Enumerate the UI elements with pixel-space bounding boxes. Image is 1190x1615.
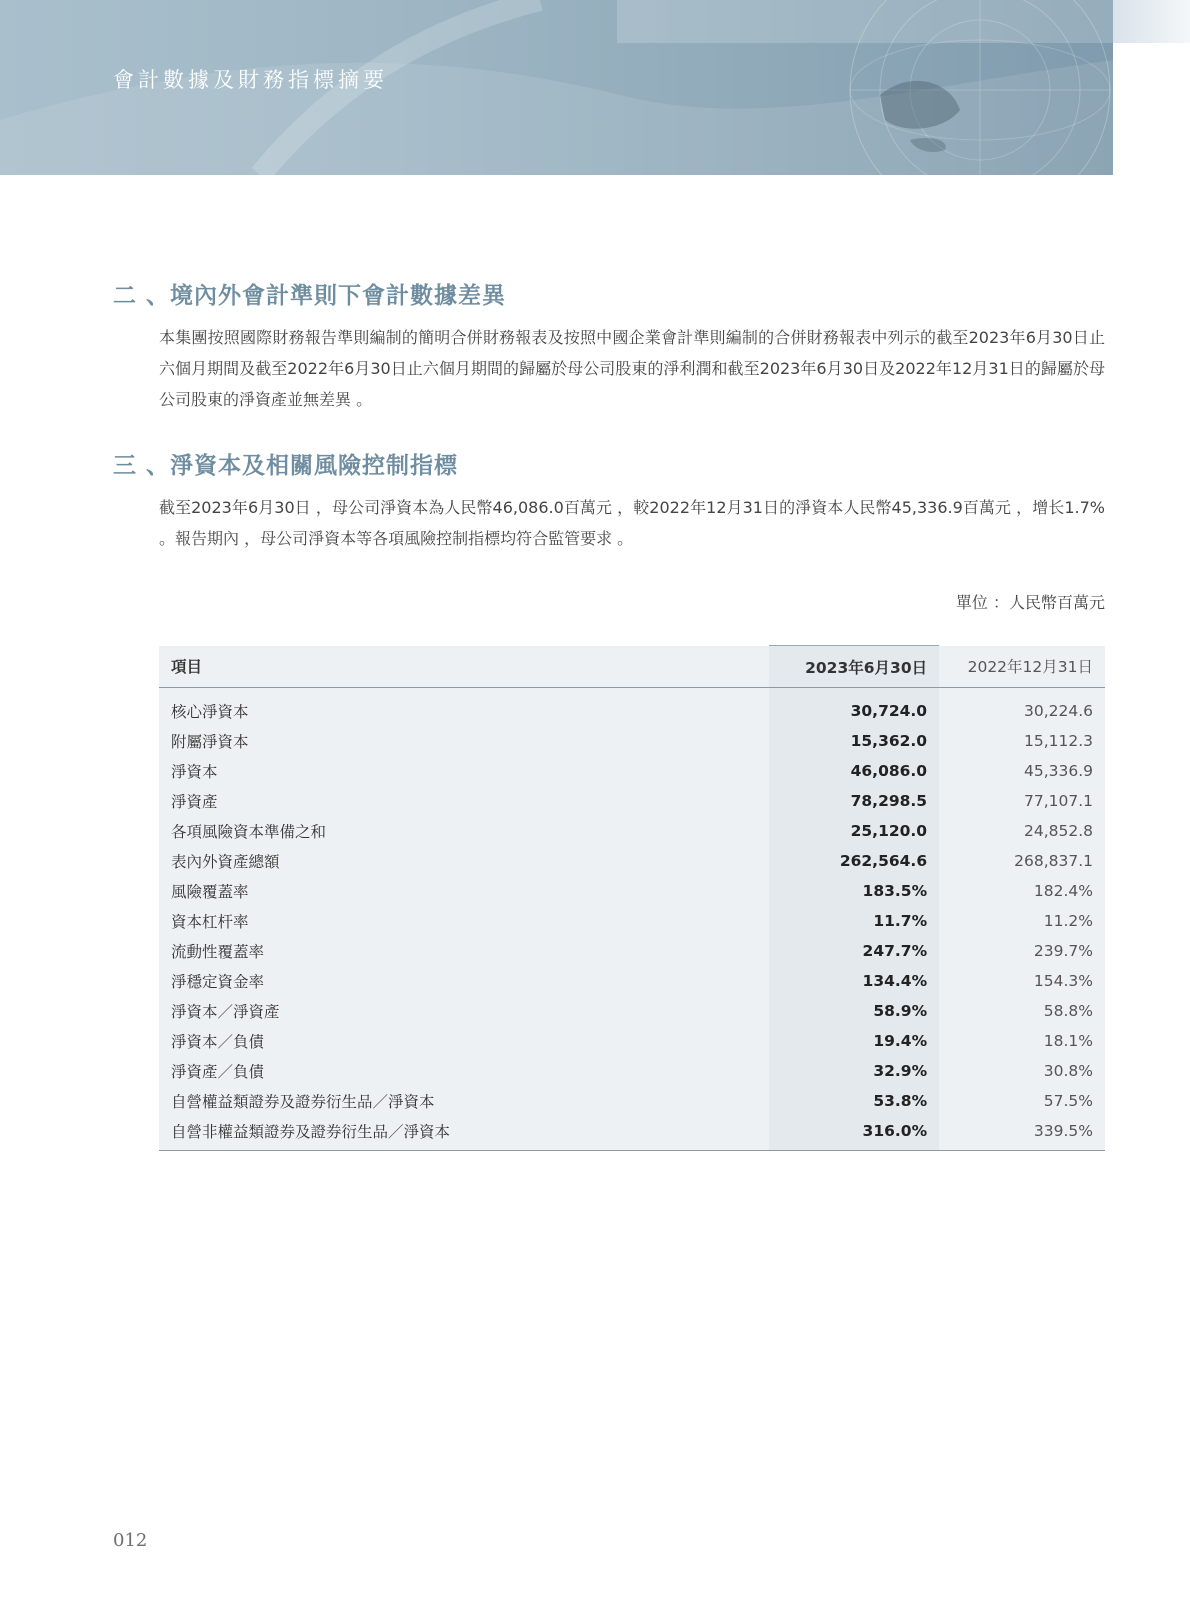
value-2023: 46,086.0 <box>769 756 939 786</box>
value-2023: 134.4% <box>769 966 939 996</box>
table-row <box>159 846 1105 876</box>
value-2022: 268,837.1 <box>939 846 1105 876</box>
unit-label: 單位 ：人民幣百萬元 <box>955 593 1105 612</box>
value-2023: 58.9% <box>769 996 939 1026</box>
row-label: 淨資產／負債 <box>159 1056 769 1086</box>
section-2-body: 本集團按照國際財務報告準則編制的簡明合併財務報表及按照中國企業會計準則編制的合併財務報表中列示的截至2023年6月30日止六個月期間及截至2022年6月30日止六個月期間的歸屬於母公司股東的淨利潤和截至2023年6月30日及2022年12月31日的歸屬於母公司股東的淨資產並無差異 。 <box>159 328 1105 409</box>
value-2022: 30,224.6 <box>939 688 1105 727</box>
value-2023: 247.7% <box>769 936 939 966</box>
value-2022: 154.3% <box>939 966 1105 996</box>
header-item: 項目 <box>159 646 769 688</box>
header-2022: 2022年12月31日 <box>939 646 1105 688</box>
row-label: 核心淨資本 <box>159 688 769 727</box>
table-row <box>159 756 1105 786</box>
value-2022: 18.1% <box>939 1026 1105 1056</box>
row-label: 淨穩定資金率 <box>159 966 769 996</box>
row-label: 風險覆蓋率 <box>159 876 769 906</box>
table-row <box>159 906 1105 936</box>
value-2023: 53.8% <box>769 1086 939 1116</box>
row-label: 附屬淨資本 <box>159 726 769 756</box>
value-2023: 183.5% <box>769 876 939 906</box>
row-label: 資本杠杆率 <box>159 906 769 936</box>
row-label: 自營權益類證券及證券衍生品／淨資本 <box>159 1086 769 1116</box>
row-label: 流動性覆蓋率 <box>159 936 769 966</box>
table-row <box>159 1026 1105 1056</box>
value-2023: 25,120.0 <box>769 816 939 846</box>
table-row <box>159 996 1105 1026</box>
value-2023: 32.9% <box>769 1056 939 1086</box>
net-capital-table <box>159 645 1105 1151</box>
value-2022: 30.8% <box>939 1056 1105 1086</box>
value-2023: 15,362.0 <box>769 726 939 756</box>
table-row <box>159 966 1105 996</box>
table-row <box>159 726 1105 756</box>
table-row <box>159 876 1105 906</box>
section-3-body: 截至2023年6月30日 ，母公司淨資本為人民幣46,086.0百萬元 ，較2022年12月31日的淨資本人民幣45,336.9百萬元 ，增长1.7% 。報告期內 ，母公司淨資本等各項風險控制指標均符合監管要求 。 <box>159 498 1105 548</box>
banner-tab <box>617 0 1113 43</box>
table-row <box>159 1056 1105 1086</box>
table-row <box>159 816 1105 846</box>
value-2022: 182.4% <box>939 876 1105 906</box>
row-label: 淨資本／負債 <box>159 1026 769 1056</box>
value-2022: 24,852.8 <box>939 816 1105 846</box>
banner-edge <box>1113 0 1190 43</box>
value-2023: 316.0% <box>769 1116 939 1151</box>
header-banner <box>0 0 1113 175</box>
table-row <box>159 1116 1105 1151</box>
value-2023: 262,564.6 <box>769 846 939 876</box>
table-row <box>159 936 1105 966</box>
section-2-heading: 二 、境內外會計準則下會計數據差異 <box>113 283 507 309</box>
row-label: 各項風險資本準備之和 <box>159 816 769 846</box>
page-number: 012 <box>113 1530 148 1551</box>
row-label: 淨資本 <box>159 756 769 786</box>
row-label: 表內外資產總額 <box>159 846 769 876</box>
header-2023: 2023年6月30日 <box>769 646 939 688</box>
row-label: 淨資產 <box>159 786 769 816</box>
value-2023: 11.7% <box>769 906 939 936</box>
value-2022: 339.5% <box>939 1116 1105 1151</box>
table-row <box>159 1086 1105 1116</box>
value-2023: 19.4% <box>769 1026 939 1056</box>
table-row <box>159 688 1105 727</box>
row-label: 自營非權益類證券及證券衍生品／淨資本 <box>159 1116 769 1151</box>
value-2022: 11.2% <box>939 906 1105 936</box>
table-header-row <box>159 646 1105 688</box>
value-2022: 15,112.3 <box>939 726 1105 756</box>
row-label: 淨資本／淨資產 <box>159 996 769 1026</box>
section-3-heading: 三 、淨資本及相關風險控制指標 <box>113 453 459 479</box>
value-2022: 77,107.1 <box>939 786 1105 816</box>
value-2023: 30,724.0 <box>769 688 939 727</box>
value-2022: 239.7% <box>939 936 1105 966</box>
value-2022: 45,336.9 <box>939 756 1105 786</box>
table-row <box>159 786 1105 816</box>
value-2023: 78,298.5 <box>769 786 939 816</box>
header-title: 會計數據及財務指標摘要 <box>113 68 388 92</box>
value-2022: 58.8% <box>939 996 1105 1026</box>
value-2022: 57.5% <box>939 1086 1105 1116</box>
